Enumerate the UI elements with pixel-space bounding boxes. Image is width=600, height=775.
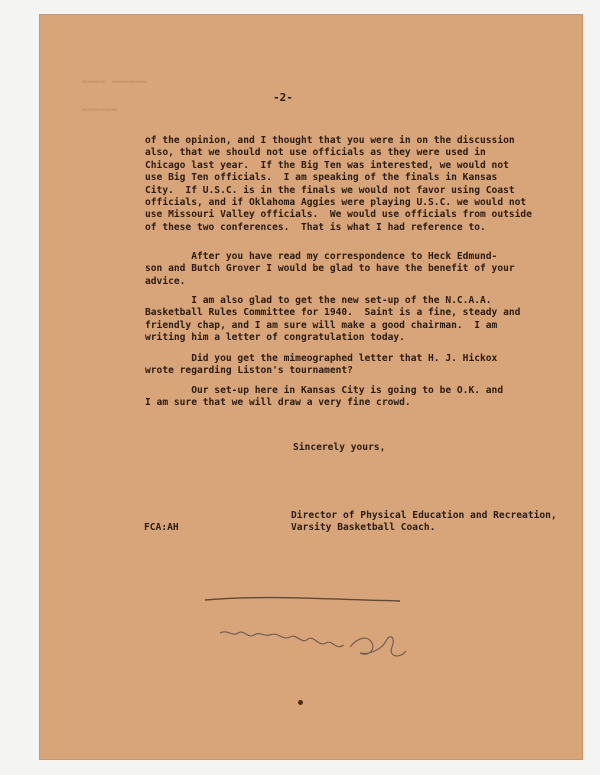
paragraph-3: I am also glad to get the new set-up of the N.C.A.A. Basketball Rules Committee for 1940. Saint is a fine, steady and friendly chap, and I am sure will make a good chairman. I am writing him a letter of congratulation today. — [145, 295, 521, 344]
paragraph-2: After you have read my correspondence to Heck Edmund- son and Butch Grover I would be glad to have the benefit of your advice. — [145, 251, 515, 287]
handwritten-signature — [200, 585, 460, 685]
typist-initials: FCA:AH — [144, 522, 179, 533]
page-number: -2- — [273, 91, 293, 104]
letter-page — [40, 15, 582, 759]
signature-title: Director of Physical Education and Recreation, Varsity Basketball Coach. — [291, 510, 557, 534]
bleed-through-text: ▬▬▬▬ ▬▬▬▬▬▬ — [82, 77, 148, 87]
closing: Sincerely yours, — [293, 442, 386, 453]
bleed-through-text: ▬▬▬▬▬▬ — [82, 105, 118, 115]
punch-hole — [298, 700, 303, 705]
paragraph-4: Did you get the mimeographed letter that H. J. Hickox wrote regarding Liston's tournament? — [145, 353, 498, 377]
paragraph-1: of the opinion, and I thought that you were in on the discussion also, that we should not use officials as they were used in Chicago last year. If the Big Ten was interested, we would not use Big Ten officials. I am speaking of the finals in Kansas City. If U.S.C. is in the finals we would not favor using Coast officials, and if Oklahoma Aggies were playing U.S.C. we would not use Missouri Valley officials. We would use officials from outside of these two conferences. That is what I had reference to. — [145, 135, 532, 233]
paragraph-5: Our set-up here in Kansas City is going to be O.K. and I am sure that we will draw a very fine crowd. — [145, 385, 504, 409]
